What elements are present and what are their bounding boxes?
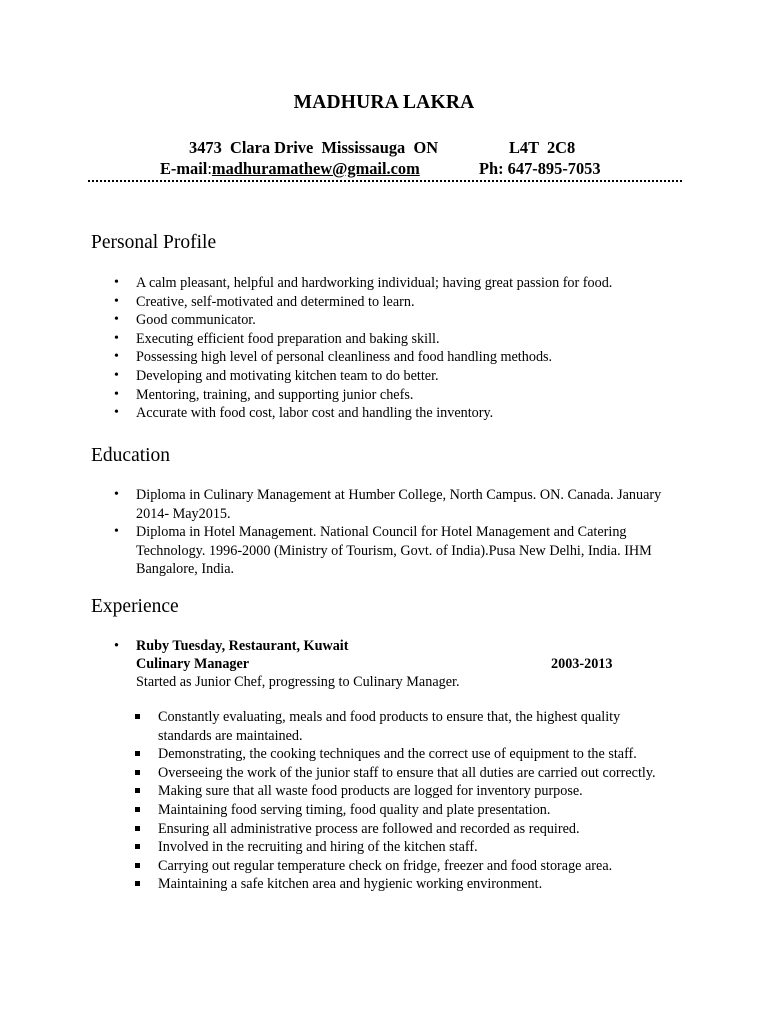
section-title-experience: Experience <box>91 596 179 617</box>
duty-item: Involved in the recruiting and hiring of the kitchen staff. <box>158 838 668 857</box>
duty-item: Constantly evaluating, meals and food products to ensure that, the highest quality standards are maintained. <box>158 708 668 745</box>
job-role: Culinary Manager <box>136 656 250 672</box>
education-item: • Diploma in Hotel Management. National Council for Hotel Management and Catering Technology. 1996-2000 (Ministry of Tourism, Govt. of India).Pusa New Delhi, India. IHM Bangalore, India. <box>136 523 668 579</box>
education-item: • Diploma in Culinary Management at Humber College, North Campus. ON. Canada. January 2014- May2015. <box>136 486 668 523</box>
profile-item: • Developing and motivating kitchen team to do better. <box>136 367 696 386</box>
profile-item: • Mentoring, training, and supporting junior chefs. <box>136 386 696 405</box>
section-title-personal-profile: Personal Profile <box>91 232 217 253</box>
profile-item: • Good communicator. <box>136 311 696 330</box>
email-link[interactable]: madhuramathew@gmail.com <box>211 159 420 178</box>
address: 3473 Clara Drive Mississauga ON <box>189 138 439 157</box>
duty-item: Ensuring all administrative process are followed and recorded as required. <box>158 820 668 839</box>
duty-item: Demonstrating, the cooking techniques and the correct use of equipment to the staff. <box>158 745 668 764</box>
postal-code: L4T 2C8 <box>509 138 576 157</box>
profile-item: • Executing efficient food preparation and baking skill. <box>136 330 696 349</box>
job-dates: 2003-2013 <box>551 656 613 672</box>
duty-item: Carrying out regular temperature check on fridge, freezer and food storage area. <box>158 857 668 876</box>
profile-item: • Creative, self-motivated and determined to learn. <box>136 293 696 312</box>
experience-bullet: • <box>114 638 119 654</box>
email-label: E-mail <box>160 159 208 178</box>
profile-list <box>136 274 696 423</box>
duty-item: Maintaining food serving timing, food quality and plate presentation. <box>158 801 668 820</box>
candidate-name: MADHURA LAKRA <box>293 92 475 113</box>
employer: Ruby Tuesday, Restaurant, Kuwait <box>136 638 349 654</box>
duties-list <box>158 708 668 894</box>
section-title-education: Education <box>91 445 171 466</box>
profile-item: • Possessing high level of personal cleanliness and food handling methods. <box>136 348 696 367</box>
profile-item: • Accurate with food cost, labor cost and handling the inventory. <box>136 404 696 423</box>
email-line <box>160 159 420 179</box>
duty-item: Overseeing the work of the junior staff to ensure that all duties are carried out correctly. <box>158 764 668 783</box>
education-list <box>136 486 668 579</box>
duty-item: Maintaining a safe kitchen area and hygienic working environment. <box>158 875 668 894</box>
phone: Ph: 647-895-7053 <box>479 159 601 178</box>
job-summary: Started as Junior Chef, progressing to Culinary Manager. <box>136 674 460 690</box>
header-divider <box>88 180 682 182</box>
email-separator: : <box>207 159 212 178</box>
duty-item: Making sure that all waste food products are logged for inventory purpose. <box>158 782 668 801</box>
profile-item: • A calm pleasant, helpful and hardworking individual; having great passion for food. <box>136 274 696 293</box>
